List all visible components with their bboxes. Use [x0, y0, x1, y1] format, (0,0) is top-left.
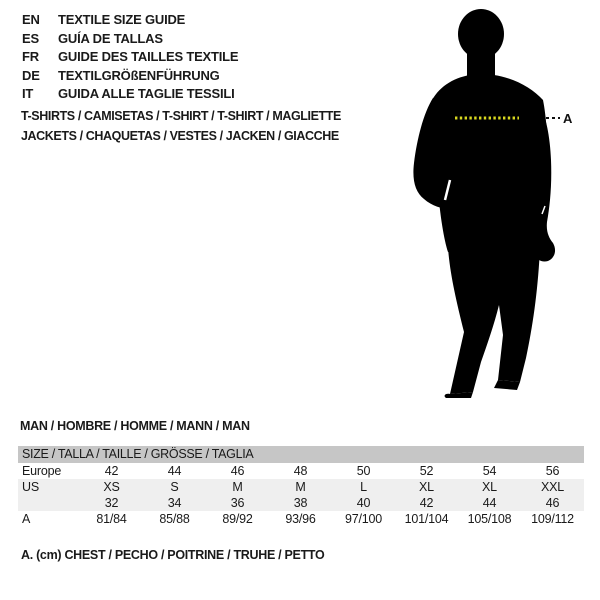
neck-shape [467, 48, 495, 78]
table-cell: 56 [545, 464, 560, 478]
language-label: TEXTILE SIZE GUIDE [58, 12, 186, 27]
row-label: US [22, 480, 39, 494]
language-code: IT [22, 86, 34, 101]
man-silhouette-figure [395, 0, 600, 410]
category-lines [21, 107, 341, 146]
table-cell: 109/112 [531, 512, 574, 526]
table-cell: 52 [419, 464, 434, 478]
section-title-man: MAN / HOMBRE / HOMME / MANN / MAN [20, 419, 250, 433]
man-silhouette-svg [395, 0, 600, 410]
language-label: GUIDA ALLE TAGLIE TESSILI [58, 86, 235, 101]
category-line-tshirts: T-SHIRTS / CAMISETAS / T-SHIRT / T-SHIRT / MAGLIETTE [21, 109, 341, 123]
table-cell: M [295, 480, 306, 494]
table-cell: XXL [540, 480, 565, 494]
language-row-de [22, 67, 238, 86]
language-row-es [22, 30, 238, 49]
table-cell: S [170, 480, 179, 494]
table-cell: 50 [356, 464, 371, 478]
language-row-fr [22, 48, 238, 67]
language-label: GUIDE DES TAILLES TEXTILE [58, 49, 239, 64]
table-cell: 34 [167, 496, 182, 510]
table-cell: 32 [104, 496, 119, 510]
language-label: GUÍA DE TALLAS [58, 30, 163, 46]
category-line-jackets: JACKETS / CHAQUETAS / VESTES / JACKEN / GIACCHE [21, 128, 339, 143]
table-cell: 48 [293, 464, 308, 478]
table-cell: 42 [104, 464, 119, 478]
measure-label-a: A [563, 111, 573, 126]
row-label: Europe [22, 464, 62, 478]
table-cell: 97/100 [344, 512, 383, 526]
language-code: ES [22, 30, 39, 46]
row-label: A [22, 512, 31, 526]
table-row-us [18, 479, 584, 495]
table-cell: 38 [293, 496, 308, 510]
language-row-it [22, 85, 238, 104]
table-cell: 81/84 [96, 512, 127, 526]
language-code: FR [22, 49, 39, 64]
language-code: DE [22, 67, 40, 83]
size-table [18, 446, 584, 528]
table-row-chest [18, 511, 584, 528]
table-cell: 54 [482, 464, 497, 478]
table-cell: XL [419, 480, 434, 494]
table-cell: 85/88 [159, 512, 190, 526]
silhouette [413, 9, 555, 398]
table-cell: XS [103, 480, 120, 494]
table-cell: L [360, 480, 367, 494]
table-cell: M [232, 480, 243, 494]
table-cell: 89/92 [222, 512, 253, 526]
language-code: EN [22, 12, 40, 27]
table-cell: 36 [230, 496, 245, 510]
table-cell: 101/104 [404, 512, 449, 526]
language-row-en [22, 11, 238, 30]
table-cell: 44 [167, 464, 182, 478]
measurement-footnote: A. (cm) CHEST / PECHO / POITRINE / TRUHE / PETTO [21, 548, 325, 562]
legs-shape [448, 248, 540, 394]
table-row-europe [18, 463, 584, 479]
table-row-numeric [18, 495, 584, 511]
table-cell: 46 [230, 464, 245, 478]
table-cell: 40 [356, 496, 371, 510]
table-cell: 42 [419, 496, 434, 510]
table-cell: XL [482, 480, 497, 494]
size-table-header: SIZE / TALLA / TAILLE / GRÖSSE / TAGLIA [18, 446, 584, 463]
table-cell: 46 [545, 496, 560, 510]
table-cell: 105/108 [467, 512, 512, 526]
row-label [18, 495, 80, 511]
language-label: TEXTILGRÖßENFÜHRUNG [58, 67, 220, 83]
language-list [22, 11, 238, 104]
table-cell: 44 [482, 496, 497, 510]
table-cell: 93/96 [285, 512, 316, 526]
